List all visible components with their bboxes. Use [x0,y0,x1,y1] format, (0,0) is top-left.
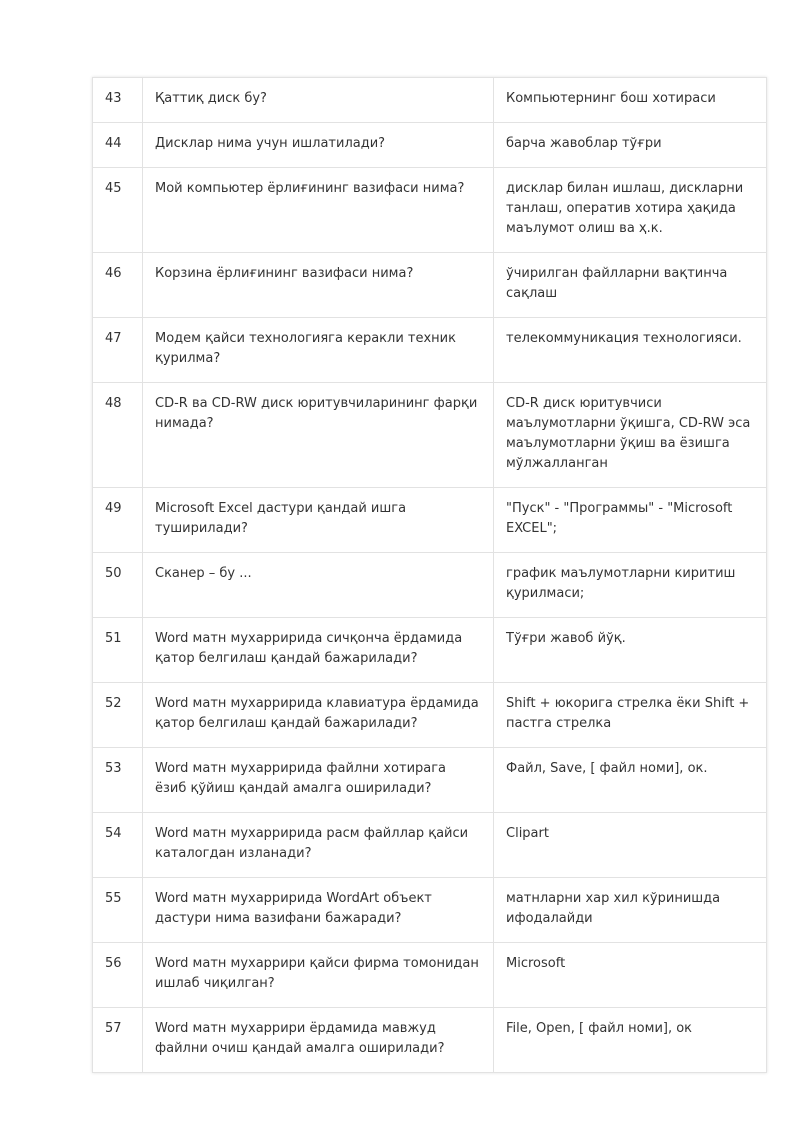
row-number: 50 [93,553,143,618]
row-number: 53 [93,748,143,813]
answer-cell: Файл, Save, [ файл номи], ок. [494,748,767,813]
answer-cell: File, Open, [ файл номи], ок [494,1008,767,1073]
table-row [93,318,767,383]
table-row [93,943,767,1008]
question-cell: Сканер – бу ... [143,553,494,618]
row-number: 51 [93,618,143,683]
table-row [93,878,767,943]
answer-cell: Clipart [494,813,767,878]
question-cell: Word матн мухарририда файлни хотирага ёзиб қўйиш қандай амалга оширилади? [143,748,494,813]
row-number: 49 [93,488,143,553]
answer-cell: матнларни хар хил кўринишда ифодалайди [494,878,767,943]
table-row [93,813,767,878]
question-cell: Word матн мухаррири ёрдамида мавжуд файлни очиш қандай амалга оширилади? [143,1008,494,1073]
row-number: 45 [93,168,143,253]
table-row [93,488,767,553]
answer-cell: барча жавоблар тўғри [494,123,767,168]
answer-cell: ўчирилган файлларни вақтинча сақлаш [494,253,767,318]
table-row [93,123,767,168]
answer-cell: график маълумотларни киритиш қурилмаси; [494,553,767,618]
answer-cell: CD-R диск юритувчиси маълумотларни ўқишга, CD-RW эса маълумотларни ўқиш ва ёзишга мўлжалланган [494,383,767,488]
answer-cell: Тўғри жавоб йўқ. [494,618,767,683]
question-cell: Корзина ёрлиғининг вазифаси нима? [143,253,494,318]
question-answer-table [92,77,767,1073]
row-number: 47 [93,318,143,383]
question-cell: Microsoft Excel дастури қандай ишга туширилади? [143,488,494,553]
table-row [93,553,767,618]
question-cell: Word матн мухарририда расм файллар қайси каталогдан изланади? [143,813,494,878]
table-row [93,383,767,488]
question-cell: Word матн мухарририда WordArt объект дастури нима вазифани бажаради? [143,878,494,943]
question-cell: Word матн мухарририда сичқонча ёрдамида қатор белгилаш қандай бажарилади? [143,618,494,683]
row-number: 52 [93,683,143,748]
answer-cell: телекоммуникация технологияси. [494,318,767,383]
row-number: 48 [93,383,143,488]
row-number: 57 [93,1008,143,1073]
question-cell: Дисклар нима учун ишлатилади? [143,123,494,168]
row-number: 46 [93,253,143,318]
question-cell: CD-R ва CD-RW диск юритувчиларининг фарқи нимада? [143,383,494,488]
answer-cell: дисклар билан ишлаш, дискларни танлаш, оператив хотира ҳақида маълумот олиш ва ҳ.к. [494,168,767,253]
row-number: 44 [93,123,143,168]
row-number: 55 [93,878,143,943]
table-row [93,253,767,318]
answer-cell: Microsoft [494,943,767,1008]
table-row [93,168,767,253]
table-row [93,618,767,683]
answer-cell: Компьютернинг бош хотираси [494,78,767,123]
table-row [93,748,767,813]
question-cell: Мой компьютер ёрлиғининг вазифаси нима? [143,168,494,253]
answer-cell: Shift + юкорига стрелка ёки Shift + пастга стрелка [494,683,767,748]
question-cell: Модем қайси технологияга керакли техник қурилма? [143,318,494,383]
question-cell: Word матн мухарририда клавиатура ёрдамида қатор белгилаш қандай бажарилади? [143,683,494,748]
row-number: 56 [93,943,143,1008]
table-row [93,1008,767,1073]
row-number: 43 [93,78,143,123]
question-cell: Word матн мухаррири қайси фирма томонидан ишлаб чиқилган? [143,943,494,1008]
row-number: 54 [93,813,143,878]
table-row [93,78,767,123]
question-cell: Қаттиқ диск бу? [143,78,494,123]
table-row [93,683,767,748]
answer-cell: "Пуск" - "Программы" - "Microsoft EXCEL"; [494,488,767,553]
